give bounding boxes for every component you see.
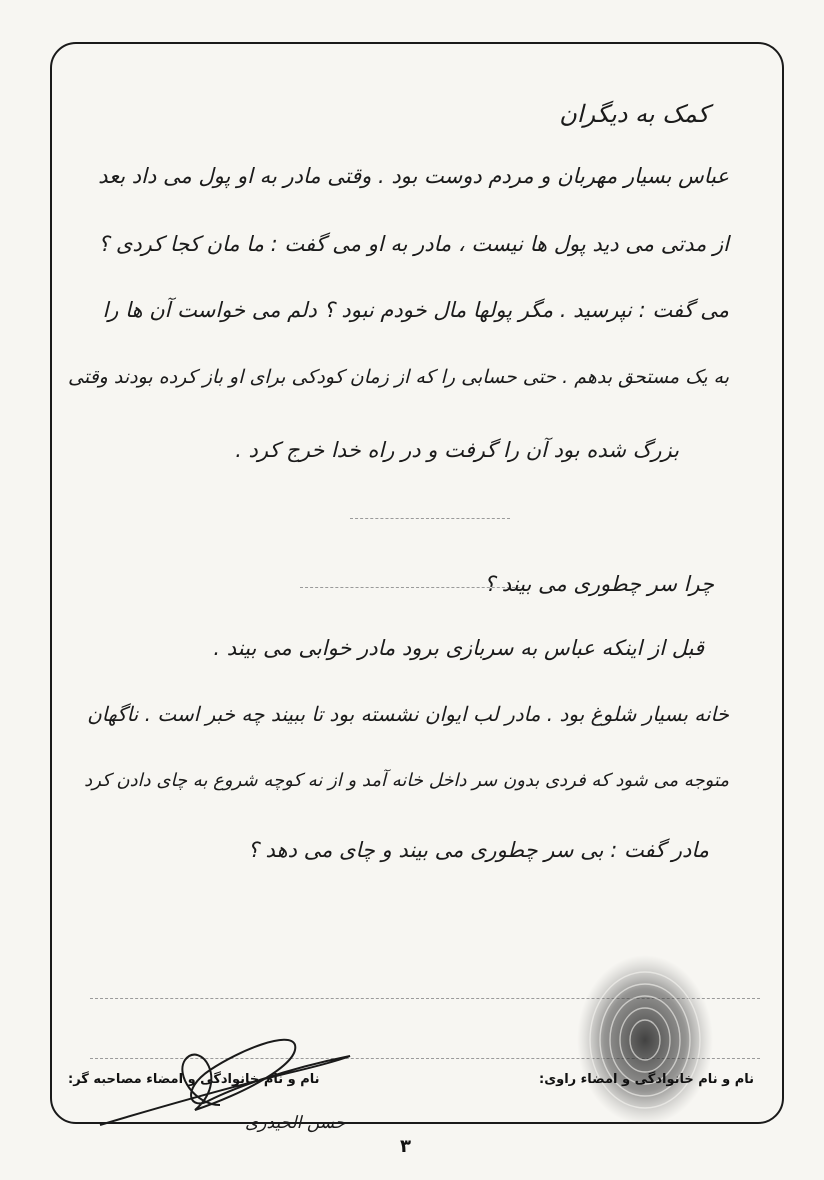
- story-line: از مدتی می دید پول ها نیست ، مادر به او می گفت : ما مان کجا کردی ؟: [98, 232, 729, 256]
- question-heading: چرا سر چطوری می بیند ؟: [483, 572, 714, 596]
- interviewer-signature-text: حسن الحیدری: [245, 1113, 346, 1133]
- story-line: به یک مستحق بدهم . حتی حسابی را که از زمان کودکی برای او باز کرده بودند وقتی: [68, 366, 729, 388]
- answer-line: متوجه می شود که فردی بدون سر داخل خانه آمد و از نه کوچه شروع به چای دادن کرد: [84, 770, 729, 791]
- story-title: کمک به دیگران: [559, 100, 709, 128]
- story-line: عباس بسیار مهربان و مردم دوست بود . وقتی مادر به او پول می داد بعد: [98, 164, 729, 188]
- answer-line: خانه بسیار شلوغ بود . مادر لب ایوان نشسته بود تا ببیند چه خبر است . ناگهان: [87, 702, 729, 726]
- story-line: می گفت : نپرسید . مگر پولها مال خودم نبود ؟ دلم می خواست آن ها را: [102, 298, 729, 322]
- answer-line: مادر گفت : بی سر چطوری می بیند و چای می دهد ؟: [247, 838, 709, 862]
- narrator-signature-label: نام و نام خانوادگی و امضاء راوی:: [539, 1072, 754, 1087]
- page-number: ۳: [400, 1136, 411, 1157]
- interviewer-signature-label: نام و نام خانوادگی و امضاء مصاحبه گر:: [68, 1072, 320, 1087]
- fingerprint-stamp: [565, 950, 725, 1140]
- answer-line: قبل از اینکه عباس به سربازی برود مادر خوابی می بیند .: [213, 636, 704, 660]
- ruled-line: [350, 518, 510, 519]
- story-line: بزرگ شده بود آن را گرفت و در راه خدا خرج کرد .: [235, 438, 679, 462]
